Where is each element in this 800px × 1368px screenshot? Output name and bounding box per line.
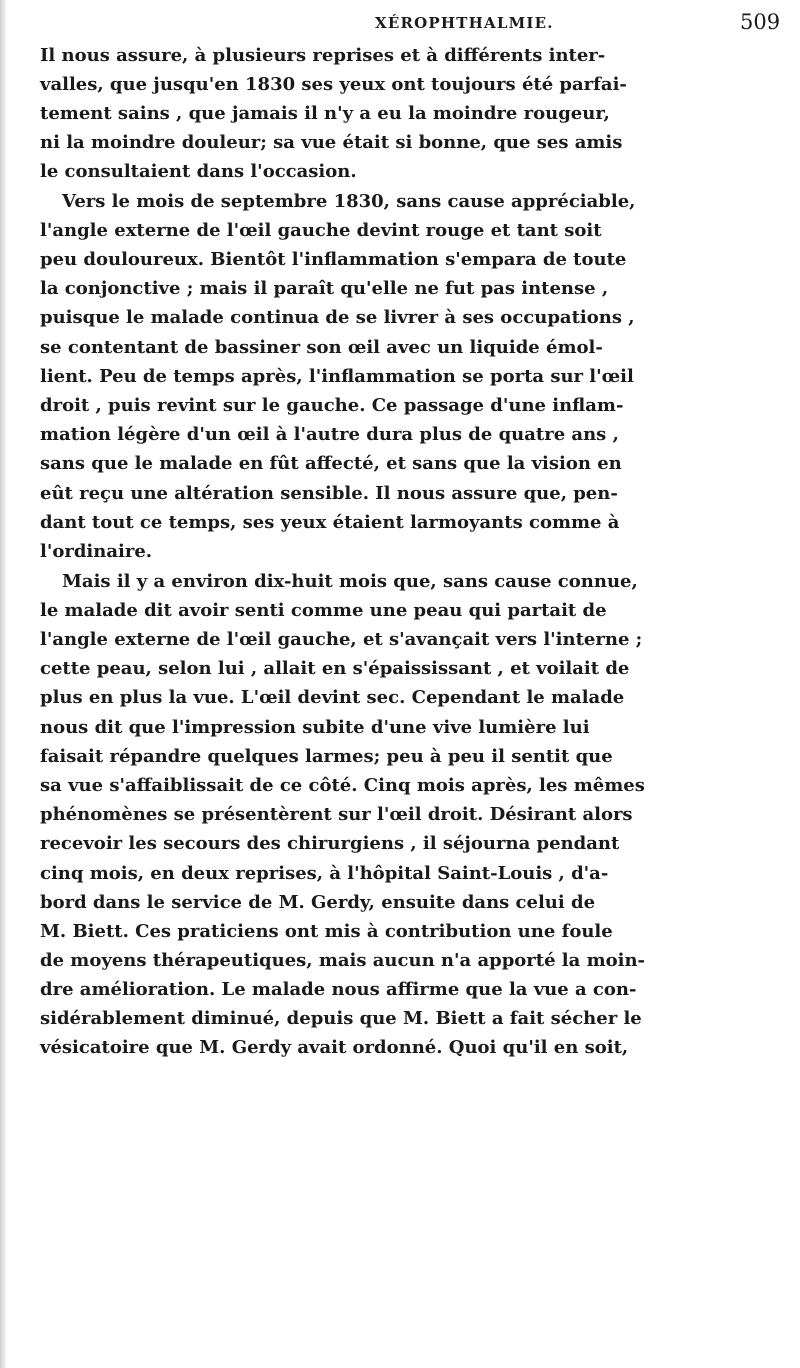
text-line: droit , puis revint sur le gauche. Ce passage d'une inflam- <box>40 395 624 416</box>
text-line: cette peau, selon lui , allait en s'épaississant , et voilait de <box>40 658 630 679</box>
text-line: le consultaient dans l'occasion. <box>40 161 357 182</box>
text-line: peu douloureux. Bientôt l'inflammation s'empara de toute <box>40 249 627 270</box>
text-line: puisque le malade continua de se livrer à ses occupations , <box>40 307 635 328</box>
text-line: recevoir les secours des chirurgiens , il séjourna pendant <box>40 833 620 854</box>
text-line: valles, que jusqu'en 1830 ses yeux ont toujours été parfai- <box>40 74 627 95</box>
text-line: eût reçu une altération sensible. Il nous assure que, pen- <box>40 483 618 504</box>
text-line: mation légère d'un œil à l'autre dura plus de quatre ans , <box>40 424 619 445</box>
text-line: Il nous assure, à plusieurs reprises et à différents inter- <box>40 45 606 66</box>
text-line: phénomènes se présentèrent sur l'œil droit. Désirant alors <box>40 804 633 825</box>
text-line: M. Biett. Ces praticiens ont mis à contribution une foule <box>40 921 613 942</box>
text-line: dant tout ce temps, ses yeux étaient larmoyants comme à <box>40 512 620 533</box>
text-line: la conjonctive ; mais il paraît qu'elle ne fut pas intense , <box>40 278 609 299</box>
running-head <box>0 8 800 42</box>
text-line: l'angle externe de l'œil gauche devint rouge et tant soit <box>40 220 602 241</box>
text-line: nous dit que l'impression subite d'une vive lumière lui <box>40 717 590 738</box>
text-line: tement sains , que jamais il n'y a eu la moindre rougeur, <box>40 103 610 124</box>
text-line: Vers le mois de septembre 1830, sans cause appréciable, <box>62 191 636 212</box>
text-line: sidérablement diminué, depuis que M. Biett a fait sécher le <box>40 1008 642 1029</box>
text-line: l'ordinaire. <box>40 541 153 562</box>
text-line: Mais il y a environ dix-huit mois que, sans cause connue, <box>62 571 638 592</box>
running-title: XÉROPHTHALMIE. <box>375 14 554 32</box>
text-line: cinq mois, en deux reprises, à l'hôpital Saint-Louis , d'a- <box>40 863 609 884</box>
text-line: faisait répandre quelques larmes; peu à peu il sentit que <box>40 746 613 767</box>
text-line: plus en plus la vue. L'œil devint sec. Cependant le malade <box>40 687 625 708</box>
text-line: sans que le malade en fût affecté, et sans que la vision en <box>40 453 622 474</box>
text-line: sa vue s'affaiblissait de ce côté. Cinq mois après, les mêmes <box>40 775 645 796</box>
text-line: bord dans le service de M. Gerdy, ensuite dans celui de <box>40 892 596 913</box>
text-line: vésicatoire que M. Gerdy avait ordonné. Quoi qu'il en soit, <box>40 1037 629 1058</box>
page-number: 509 <box>740 10 781 34</box>
text-line: ni la moindre douleur; sa vue était si bonne, que ses amis <box>40 132 623 153</box>
text-line: l'angle externe de l'œil gauche, et s'avançait vers l'interne ; <box>40 629 643 650</box>
text-line: de moyens thérapeutiques, mais aucun n'a apporté la moin- <box>40 950 646 971</box>
text-line: le malade dit avoir senti comme une peau qui partait de <box>40 600 607 621</box>
page-edge-shadow <box>0 0 6 1368</box>
text-line: lient. Peu de temps après, l'inflammation se porta sur l'œil <box>40 366 634 387</box>
text-line: dre amélioration. Le malade nous affirme que la vue a con- <box>40 979 637 1000</box>
text-line: se contentant de bassiner son œil avec un liquide émol- <box>40 337 603 358</box>
